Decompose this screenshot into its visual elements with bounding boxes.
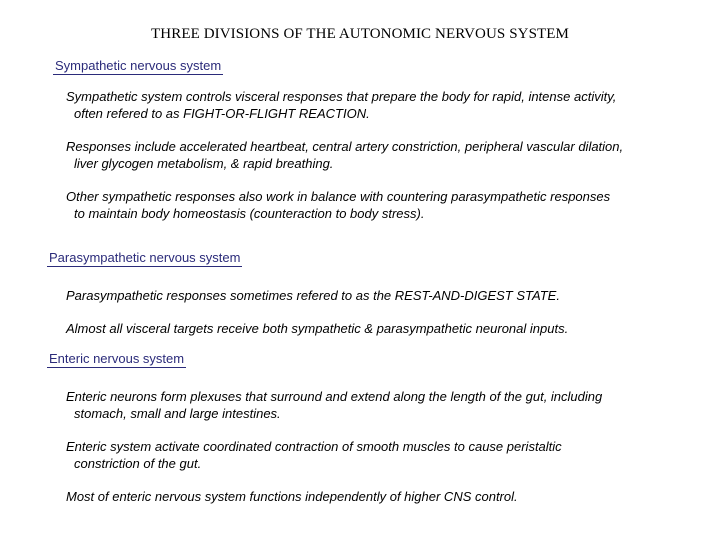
section-heading-enteric: Enteric nervous system bbox=[49, 351, 185, 366]
section-heading-parasympathetic: Parasympathetic nervous system bbox=[49, 250, 241, 265]
paragraph-enteric-1 bbox=[66, 388, 602, 422]
page-title: THREE DIVISIONS OF THE AUTONOMIC NERVOUS SYSTEM bbox=[151, 26, 569, 42]
section-heading-sympathetic: Sympathetic nervous system bbox=[55, 58, 222, 73]
paragraph-enteric-3 bbox=[66, 488, 518, 505]
paragraph-line: Responses include accelerated heartbeat, central artery constriction, peripheral vascular dilation, bbox=[66, 139, 624, 154]
paragraph-line: Enteric neurons form plexuses that surround and extend along the length of the gut, including bbox=[66, 389, 603, 404]
paragraph-line: Enteric system activate coordinated contraction of smooth muscles to cause peristaltic bbox=[66, 439, 562, 454]
paragraph-line: to maintain body homeostasis (counteraction to body stress). bbox=[74, 206, 425, 221]
paragraph-line: often refered to as FIGHT-OR-FLIGHT REACTION. bbox=[74, 106, 370, 121]
paragraph-line: Parasympathetic responses sometimes refered to as the REST-AND-DIGEST STATE. bbox=[66, 288, 560, 303]
paragraph-line: Almost all visceral targets receive both sympathetic & parasympathetic neuronal inputs. bbox=[66, 321, 569, 336]
paragraph-sympathetic-2 bbox=[66, 138, 623, 172]
paragraph-sympathetic-1 bbox=[66, 88, 616, 122]
paragraph-sympathetic-3 bbox=[66, 188, 610, 222]
paragraph-line: Other sympathetic responses also work in balance with countering parasympathetic responses bbox=[66, 189, 611, 204]
paragraph-parasympathetic-1 bbox=[66, 287, 560, 304]
paragraph-parasympathetic-2 bbox=[66, 320, 568, 337]
paragraph-enteric-2 bbox=[66, 438, 562, 472]
paragraph-line: liver glycogen metabolism, & rapid breathing. bbox=[74, 156, 334, 171]
paragraph-line: Most of enteric nervous system functions independently of higher CNS control. bbox=[66, 489, 518, 504]
paragraph-line: Sympathetic system controls visceral responses that prepare the body for rapid, intense activity, bbox=[66, 89, 617, 104]
paragraph-line: stomach, small and large intestines. bbox=[74, 406, 281, 421]
paragraph-line: constriction of the gut. bbox=[74, 456, 202, 471]
